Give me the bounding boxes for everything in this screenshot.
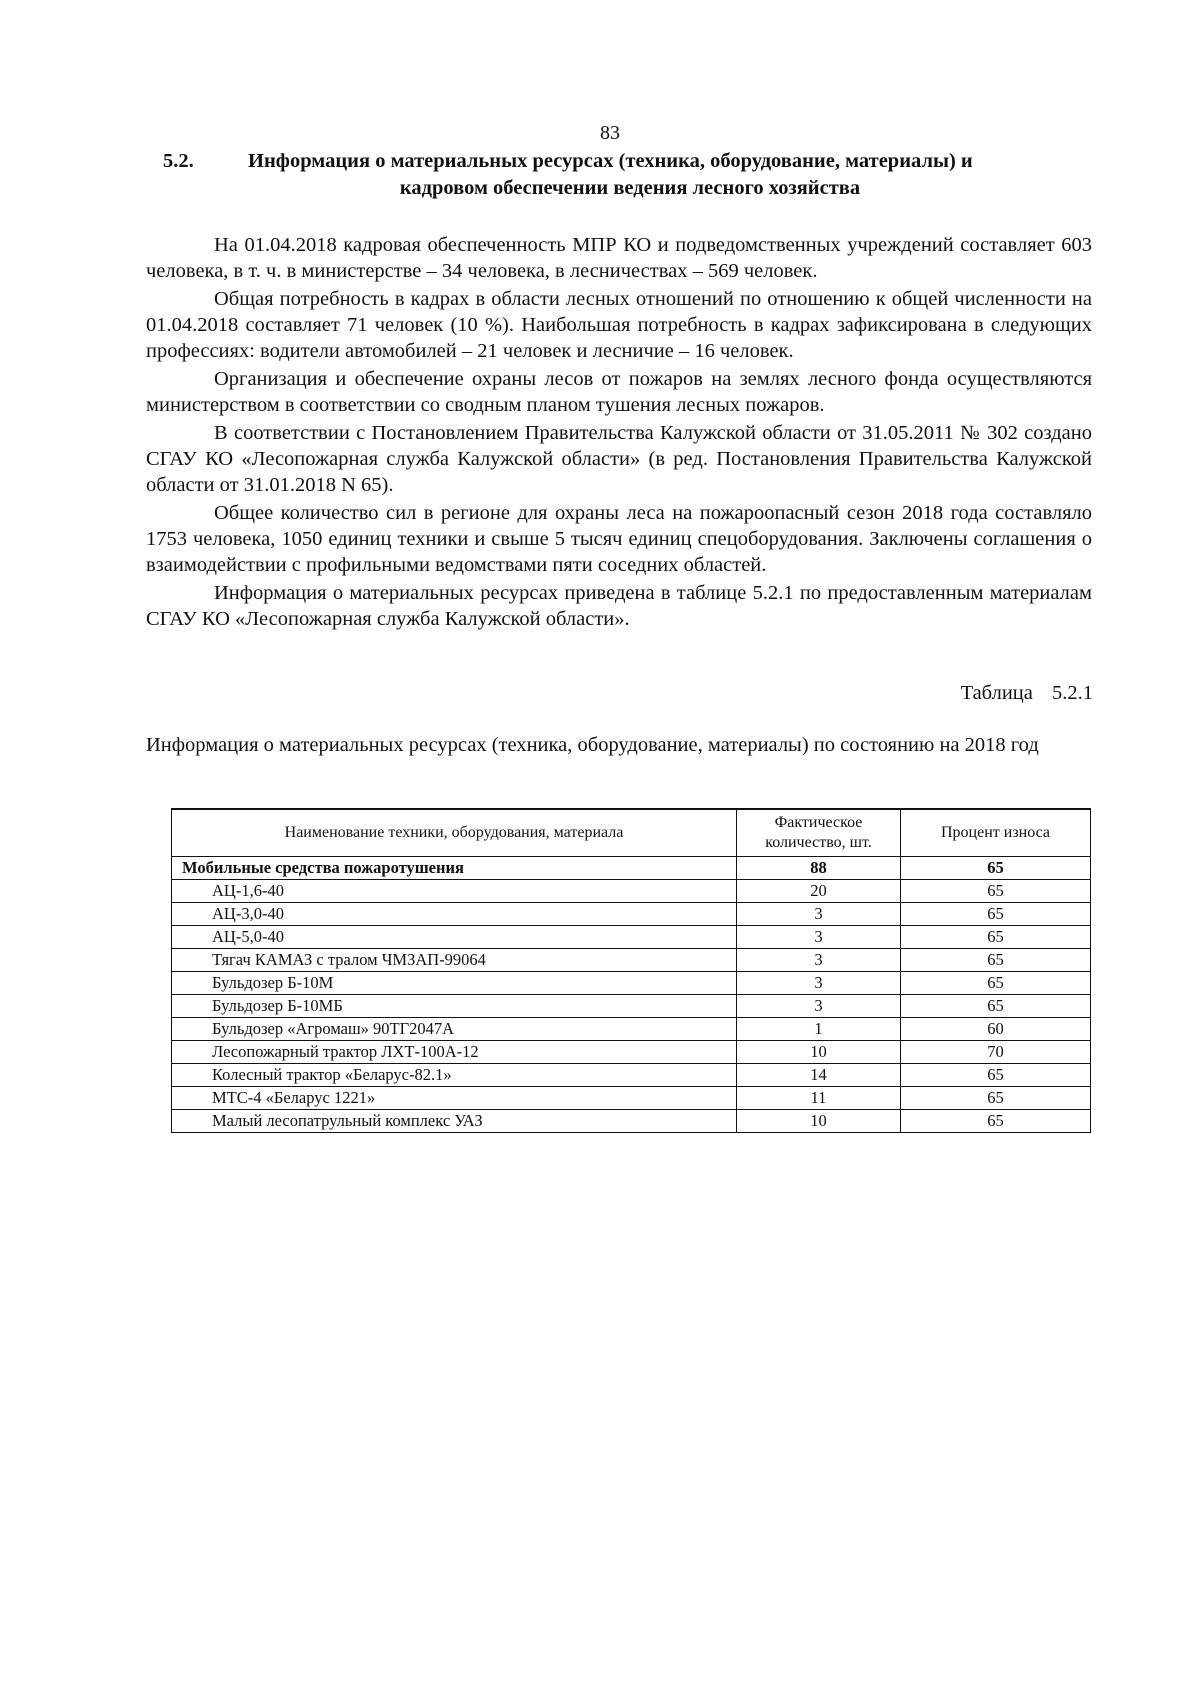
cell-wear: 65 <box>901 949 1091 972</box>
cell-name: Мобильные средства пожаротушения <box>172 857 737 880</box>
header-name: Наименование техники, оборудования, материала <box>172 809 737 857</box>
paragraph: Организация и обеспечение охраны лесов от пожаров на землях лесного фонда осуществляются министерством в соответствии со сводным планом тушения лесных пожаров. <box>146 368 1092 416</box>
table-row <box>172 903 1091 926</box>
cell-wear: 65 <box>901 995 1091 1018</box>
section-number: 5.2. <box>163 150 194 172</box>
table-body <box>172 880 1091 1133</box>
cell-wear: 65 <box>901 1064 1091 1087</box>
table-row <box>172 880 1091 903</box>
section-title-line1: Информация о материальных ресурсах (техника, оборудование, материалы) и <box>248 150 973 172</box>
cell-name: Малый лесопатрульный комплекс УАЗ <box>172 1110 737 1133</box>
paragraph: Информация о материальных ресурсах приведена в таблице 5.2.1 по предоставленным материалам СГАУ КО «Лесопожарная служба Калужской области». <box>146 582 1092 630</box>
table-row <box>172 1087 1091 1110</box>
cell-wear: 70 <box>901 1041 1091 1064</box>
cell-name: Бульдозер «Агромаш» 90ТГ2047А <box>172 1018 737 1041</box>
cell-quantity: 3 <box>737 903 901 926</box>
table-title: Информация о материальных ресурсах (техника, оборудование, материалы) по состоянию на 2018 год <box>146 734 1039 756</box>
cell-wear: 65 <box>901 972 1091 995</box>
cell-quantity: 1 <box>737 1018 901 1041</box>
table-row <box>172 926 1091 949</box>
table-group-row <box>172 857 1091 880</box>
cell-wear: 65 <box>901 1110 1091 1133</box>
table-row <box>172 1110 1091 1133</box>
table-caption: Таблица 5.2.1 <box>960 682 1093 704</box>
header-wear: Процент износа <box>901 809 1091 857</box>
cell-wear: 65 <box>901 880 1091 903</box>
cell-quantity: 88 <box>737 857 901 880</box>
resources-table <box>171 808 1091 1133</box>
cell-name: Бульдозер Б-10МБ <box>172 995 737 1018</box>
cell-name: Лесопожарный трактор ЛХТ-100А-12 <box>172 1041 737 1064</box>
body-text <box>146 232 1092 634</box>
cell-wear: 65 <box>901 926 1091 949</box>
cell-name: АЦ-3,0-40 <box>172 903 737 926</box>
header-quantity: Фактическое количество, шт. <box>737 809 901 857</box>
cell-name: МТС-4 «Беларус 1221» <box>172 1087 737 1110</box>
cell-quantity: 11 <box>737 1087 901 1110</box>
table-row <box>172 1041 1091 1064</box>
table-row <box>172 972 1091 995</box>
cell-name: Колесный трактор «Беларус-82.1» <box>172 1064 737 1087</box>
paragraph: Общая потребность в кадрах в области лесных отношений по отношению к общей численности на 01.04.2018 составляет 71 человек (10 %). Наибольшая потребность в кадрах зафиксирована в следующих профессиях: водители автомобилей – 21 человек и лесничие – 16 человек. <box>146 288 1092 362</box>
cell-wear: 65 <box>901 857 1091 880</box>
page-number: 83 <box>600 122 620 144</box>
table-row <box>172 1018 1091 1041</box>
table-header-row <box>172 809 1091 857</box>
cell-quantity: 10 <box>737 1041 901 1064</box>
cell-quantity: 10 <box>737 1110 901 1133</box>
table-row <box>172 1064 1091 1087</box>
cell-quantity: 3 <box>737 949 901 972</box>
cell-name: АЦ-1,6-40 <box>172 880 737 903</box>
table-row <box>172 949 1091 972</box>
cell-quantity: 3 <box>737 972 901 995</box>
cell-wear: 65 <box>901 1087 1091 1110</box>
cell-wear: 65 <box>901 903 1091 926</box>
paragraph: В соответствии с Постановлением Правительства Калужской области от 31.05.2011 № 302 создано СГАУ КО «Лесопожарная служба Калужской области» (в ред. Постановления Правительства Калужской области от 31.01.2018 N 65). <box>146 422 1092 496</box>
cell-wear: 60 <box>901 1018 1091 1041</box>
paragraph: Общее количество сил в регионе для охраны леса на пожароопасный сезон 2018 года составляло 1753 человека, 1050 единиц техники и свыше 5 тысяч единиц спецоборудования. Заключены соглашения о взаимодействии с профильными ведомствами пяти соседних областей. <box>146 502 1092 576</box>
cell-quantity: 3 <box>737 995 901 1018</box>
table-row <box>172 995 1091 1018</box>
cell-name: Бульдозер Б-10М <box>172 972 737 995</box>
section-title-line2: кадровом обеспечении ведения лесного хозяйства <box>399 177 861 199</box>
paragraph: На 01.04.2018 кадровая обеспеченность МПР КО и подведомственных учреждений составляет 603 человека, в т. ч. в министерстве – 34 человека, в лесничествах – 569 человек. <box>146 234 1092 282</box>
cell-quantity: 14 <box>737 1064 901 1087</box>
cell-quantity: 20 <box>737 880 901 903</box>
cell-name: АЦ-5,0-40 <box>172 926 737 949</box>
cell-name: Тягач КАМАЗ с тралом ЧМЗАП-99064 <box>172 949 737 972</box>
cell-quantity: 3 <box>737 926 901 949</box>
